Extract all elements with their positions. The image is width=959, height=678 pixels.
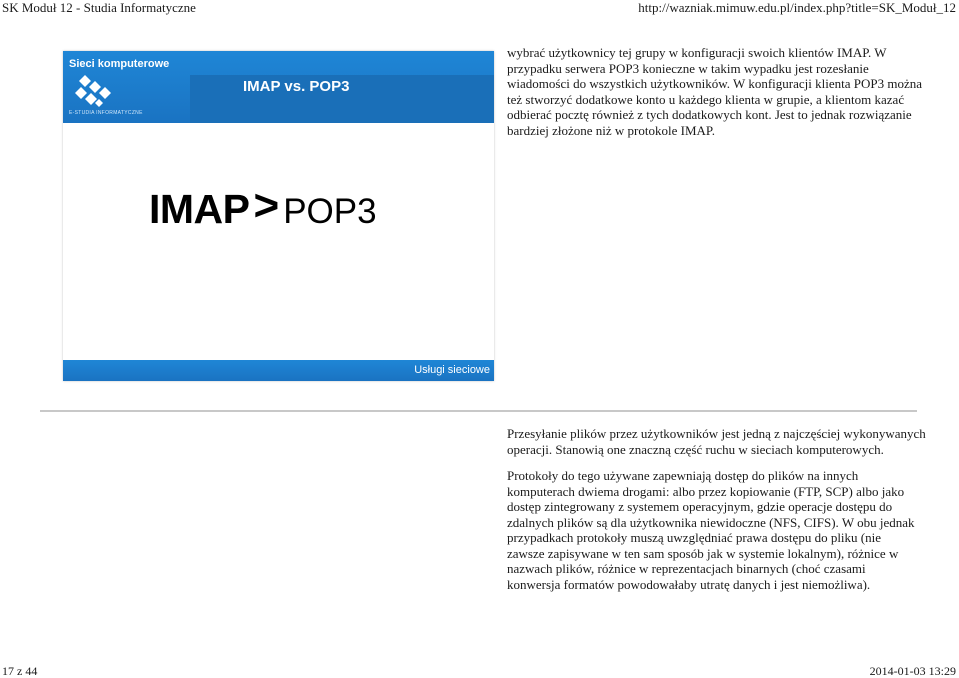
- statement-imap: IMAP: [149, 186, 250, 232]
- estudia-logo-icon: [71, 71, 127, 111]
- print-header-url: http://wazniak.mimuw.edu.pl/index.php?title=SK_Moduł_12: [638, 0, 956, 15]
- statement-pop3: POP3: [283, 192, 377, 231]
- section-divider: [40, 410, 917, 412]
- page-number: 17 z 44: [2, 664, 38, 678]
- slide-image: [63, 51, 494, 381]
- slide-header-tag: Sieci komputerowe: [69, 58, 170, 70]
- slide-main-statement: [149, 181, 377, 234]
- paragraph-file-transfer: Przesyłanie plików przez użytkowników jest jedną z najczęściej wykonywanych operacji. Stanowią one znaczną część ruchu w sieciach komputerowych.: [507, 426, 926, 457]
- slide-footer-bar: [63, 360, 494, 381]
- slide-title: IMAP vs. POP3: [243, 78, 350, 95]
- statement-operator: >: [253, 181, 280, 230]
- paragraph-file-protocols: Protokoły do tego używane zapewniają dostęp do plików na innych komputerach dwiema drogami: albo przez kopiowanie (FTP, SCP) albo jako dostęp zintegrowany z systemem operacyjnym, gdzie operacje dostępu do zdalnych plików są dla użytkownika niewidoczne (NFS, CIFS). W obu jednak przypadkach protokoły muszą uwzględniać prawa dostępu do pliku (nie zawsze zapisywane w ten sam sposób jak w systemie lokalnym), różnice w nazwach plików, różnice w reprezentacjach binarnych (choć czasami konwersja formatów powodowałaby utratę danych i jest niemożliwa).: [507, 468, 915, 592]
- logo-caption: E-STUDIA INFORMATYCZNE: [69, 110, 143, 116]
- print-header-title: SK Moduł 12 - Studia Informatyczne: [2, 0, 196, 15]
- paragraph-imap-groups: wybrać użytkownicy tej grupy w konfiguracji swoich klientów IMAP. W przypadku serwera POP3 konieczne w takim wypadku jest rozesłanie wiadomości do wszystkich użytkowników. W konfiguracji klienta POP3 można też stworzyć dodatkowe konto u każdego klienta w grupie, a klientom kazać odbierać pocztę również z tych dodatkowych kont. Jest to jednak rozwiązanie bardziej złożone niż w protokole IMAP.: [507, 45, 922, 138]
- slide-header-bar: [63, 51, 494, 123]
- print-timestamp: 2014-01-03 13:29: [869, 664, 956, 678]
- slide-footer-tag: Usługi sieciowe: [414, 364, 490, 376]
